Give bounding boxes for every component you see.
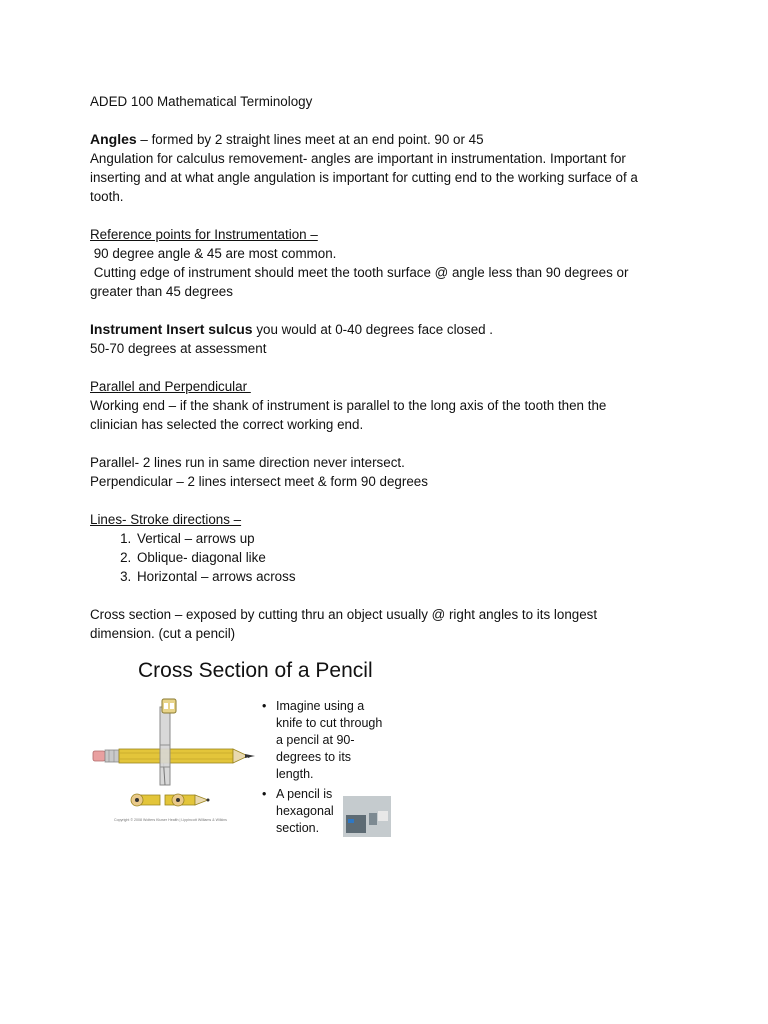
bullet-1-line-4: degrees to its bbox=[276, 750, 352, 764]
document-title: ADED 100 Mathematical Terminology bbox=[90, 94, 313, 109]
bullet-marker: • bbox=[262, 787, 267, 801]
list-item: 2. Oblique- diagonal like bbox=[135, 548, 680, 567]
cross-section-line-2: dimension. (cut a pencil) bbox=[90, 626, 236, 641]
angles-body-line-2: inserting and at what angle angulation is important for cutting end to the working surface of a bbox=[90, 170, 638, 185]
angles-term: Angles bbox=[90, 131, 137, 147]
angles-definition-text: – formed by 2 straight lines meet at an end point. 90 or 45 bbox=[136, 132, 484, 147]
angles-body-line-3: tooth. bbox=[90, 189, 124, 204]
angles-definition bbox=[90, 130, 680, 149]
insert-line-2: 50-70 degrees at assessment bbox=[90, 341, 267, 356]
bullet-2-line-2: hexagonal bbox=[276, 804, 334, 818]
bullet-2-line-3: section. bbox=[276, 821, 320, 835]
lines-heading: Lines- Stroke directions – bbox=[90, 512, 242, 527]
pencil-cross-section-figure bbox=[90, 645, 392, 838]
reference-heading: Reference points for Instrumentation – bbox=[90, 227, 318, 242]
parallel-definition: Parallel- 2 lines run in same direction never intersect. bbox=[90, 455, 405, 470]
angles-body-line-1: Angulation for calculus removement- angles are important in instrumentation. Important for bbox=[90, 151, 626, 166]
insert-paragraph bbox=[90, 320, 680, 339]
list-item: 3. Horizontal – arrows across bbox=[135, 567, 680, 586]
reference-line-3: greater than 45 degrees bbox=[90, 284, 233, 299]
stroke-directions-list bbox=[90, 529, 680, 586]
insert-text: you would at 0-40 degrees face closed . bbox=[252, 322, 494, 337]
reference-line-2: Cutting edge of instrument should meet the tooth surface @ angle less than 90 degrees or bbox=[90, 265, 629, 280]
cut-pencil-pieces-icon bbox=[131, 794, 210, 806]
document-body bbox=[90, 92, 680, 643]
knife-icon bbox=[160, 699, 176, 785]
perpendicular-definition: Perpendicular – 2 lines intersect meet & form 90 degrees bbox=[90, 474, 428, 489]
figure-copyright: Copyright © 2008 Wolters Kluwer Health | Lippincott Williams & Wilkins bbox=[114, 818, 227, 822]
reference-line-1: 90 degree angle & 45 are most common. bbox=[90, 246, 337, 261]
bullet-marker: • bbox=[262, 699, 267, 713]
bullet-1-line-3: a pencil at 90- bbox=[276, 733, 355, 747]
bullet-1-line-2: knife to cut through bbox=[276, 716, 383, 730]
pencil-icon bbox=[93, 749, 255, 763]
list-item: 1. Vertical – arrows up bbox=[135, 529, 680, 548]
cross-section-line-1: Cross section – exposed by cutting thru an object usually @ right angles to its longest bbox=[90, 607, 598, 622]
insert-term: Instrument Insert sulcus bbox=[90, 321, 253, 337]
figure-title: Cross Section of a Pencil bbox=[138, 659, 373, 682]
video-thumbnail-icon bbox=[343, 796, 391, 837]
bullet-1-line-1: Imagine using a bbox=[276, 699, 365, 713]
bullet-2-line-1: A pencil is bbox=[276, 787, 333, 801]
bullet-1-line-5: length. bbox=[276, 767, 314, 781]
parallel-line-2: clinician has selected the correct working end. bbox=[90, 417, 364, 432]
parallel-heading: Parallel and Perpendicular bbox=[90, 379, 251, 394]
parallel-line-1: Working end – if the shank of instrument is parallel to the long axis of the tooth then the bbox=[90, 398, 607, 413]
